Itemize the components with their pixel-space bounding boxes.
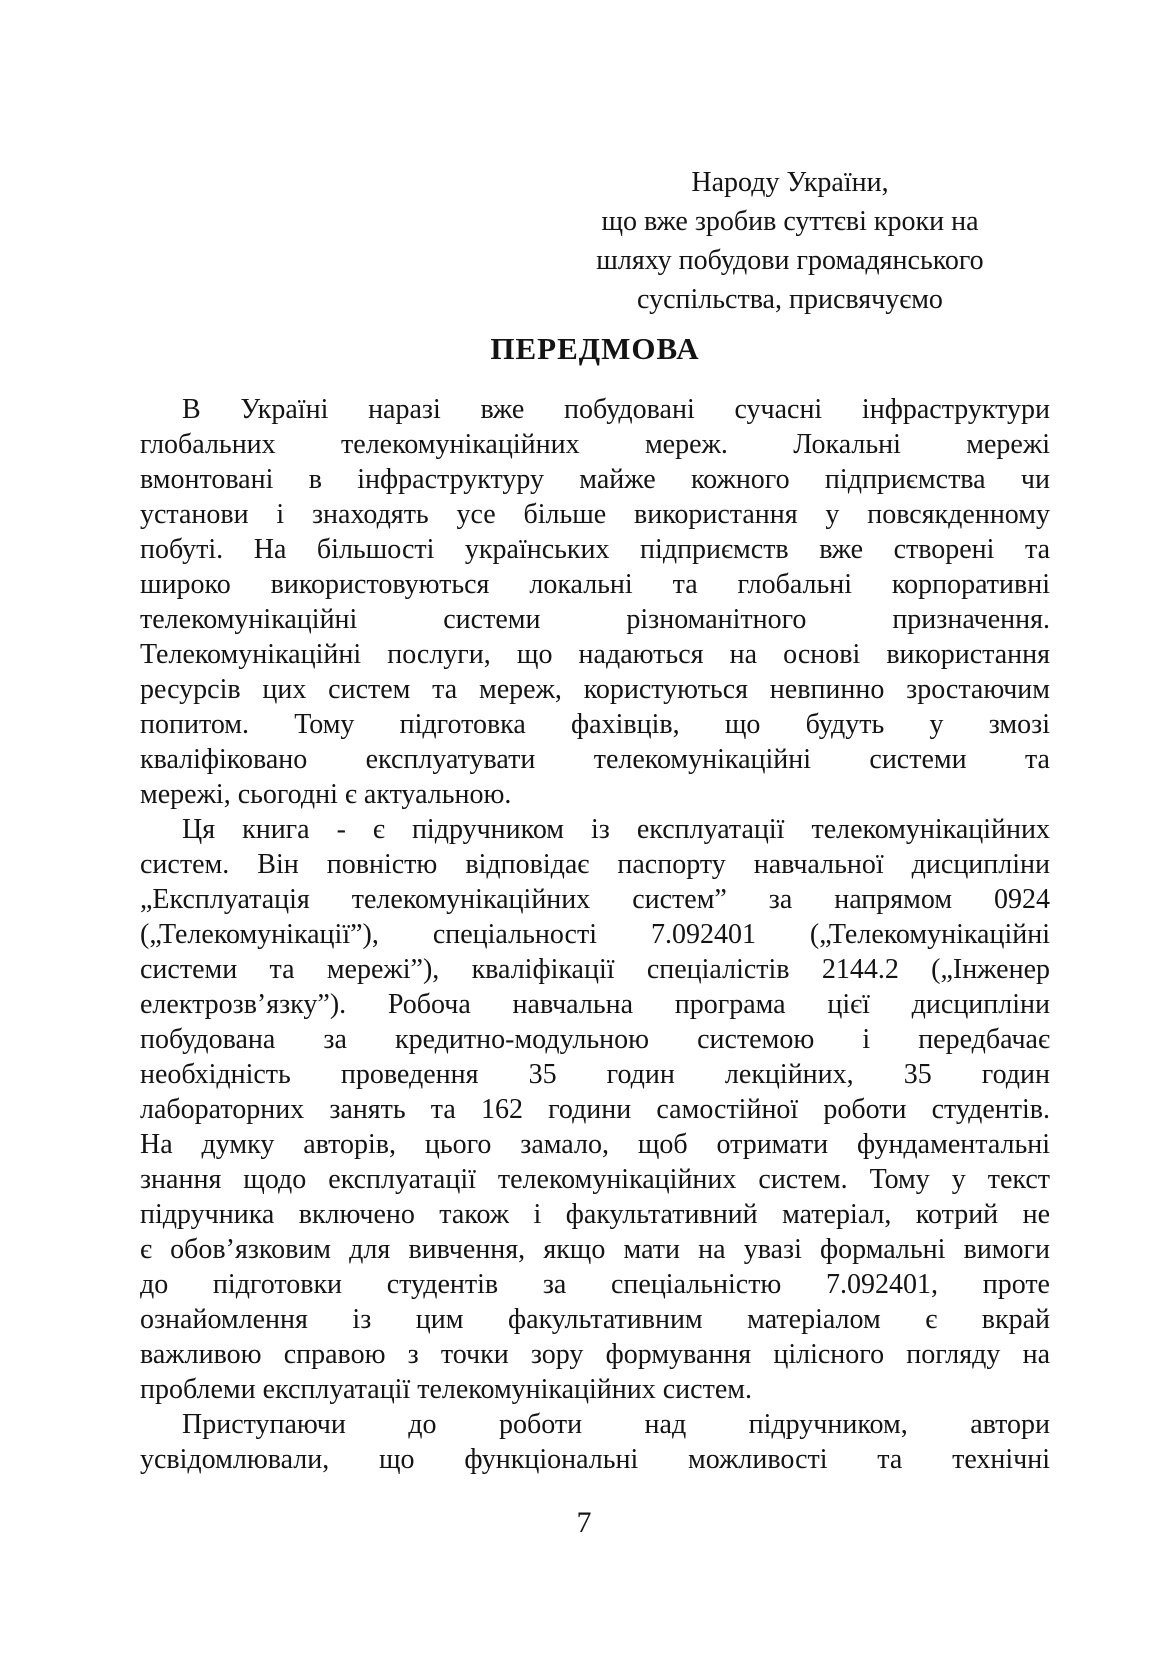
body-text [140, 392, 1050, 1477]
text-line: підручника включено також і факультативний матеріал, котрий не [140, 1199, 1050, 1230]
text-line: установи і знаходять усе більше використання у повсякденному [140, 499, 1050, 530]
text-line: побудована за кредитно-модульною системою і передбачає [140, 1024, 1050, 1055]
text-line: ресурсів цих систем та мереж, користуються невпинно зростаючим [140, 674, 1050, 705]
paragraph [140, 1407, 1050, 1477]
text-line: є обов’язковим для вивчення, якщо мати на увазі формальні вимоги [140, 1234, 1050, 1265]
text-line: лабораторних занять та 162 години самостійної роботи студентів. [140, 1094, 1050, 1125]
text-line: необхідність проведення 35 годин лекційних, 35 годин [140, 1059, 1050, 1090]
text-line: Телекомунікаційні послуги, що надаються на основі використання [140, 639, 1050, 670]
dedication-line: Народу України, [691, 167, 889, 198]
text-line: усвідомлювали, що функціональні можливості та технічні [140, 1444, 1050, 1475]
text-line: знання щодо експлуатації телекомунікаційних систем. Тому у текст [140, 1164, 1050, 1195]
page-number: 7 [576, 1506, 592, 1539]
text-line: вмонтовані в інфраструктуру майже кожного підприємства чи [140, 464, 1050, 495]
text-line: Ця книга - є підручником із експлуатації телекомунікаційних [182, 814, 1050, 845]
text-line: В Україні наразі вже побудовані сучасні інфраструктури [182, 394, 1050, 425]
preface-heading: ПЕРЕДМОВА [490, 331, 700, 366]
text-line: телекомунікаційні системи різноманітного призначення. [140, 604, 1050, 635]
text-line: глобальних телекомунікаційних мереж. Локальні мережі [140, 429, 1050, 460]
dedication-line: суспільства, присвячуємо [637, 284, 943, 315]
text-line: до підготовки студентів за спеціальністю 7.092401, проте [140, 1269, 1050, 1300]
text-line: мережі, сьогодні є актуальною. [140, 779, 512, 810]
text-line: електрозв’язку”). Робоча навчальна програма цієї дисципліни [140, 989, 1050, 1020]
dedication-line: що вже зробив суттєві кроки на [601, 206, 979, 237]
text-line: („Телекомунікації”), спеціальності 7.092401 („Телекомунікаційні [140, 919, 1050, 950]
text-line: широко використовуються локальні та глобальні корпоративні [140, 569, 1050, 600]
text-line: кваліфіковано експлуатувати телекомунікаційні системи та [140, 744, 1050, 775]
paragraph [140, 812, 1050, 1407]
text-line: „Експлуатація телекомунікаційних систем” за напрямом 0924 [140, 884, 1050, 915]
text-line: попитом. Тому підготовка фахівців, що будуть у змозі [140, 709, 1050, 740]
text-line: На думку авторів, цього замало, щоб отримати фундаментальні [140, 1129, 1050, 1160]
text-line: проблеми експлуатації телекомунікаційних систем. [140, 1374, 752, 1405]
text-line: Приступаючи до роботи над підручником, автори [182, 1409, 1050, 1440]
paragraph [140, 392, 1050, 812]
text-line: побуті. На більшості українських підприємств вже створені та [140, 534, 1050, 565]
dedication-line: шляху побудови громадянського [596, 245, 984, 276]
text-line: важливою справою з точки зору формування цілісного погляду на [140, 1339, 1050, 1370]
dedication [552, 163, 1028, 319]
text-line: систем. Він повністю відповідає паспорту навчальної дисципліни [140, 849, 1050, 880]
text-line: ознайомлення із цим факультативним матеріалом є вкрай [140, 1304, 1050, 1335]
text-line: системи та мережі”), кваліфікації спеціалістів 2144.2 („Інженер [140, 954, 1050, 985]
